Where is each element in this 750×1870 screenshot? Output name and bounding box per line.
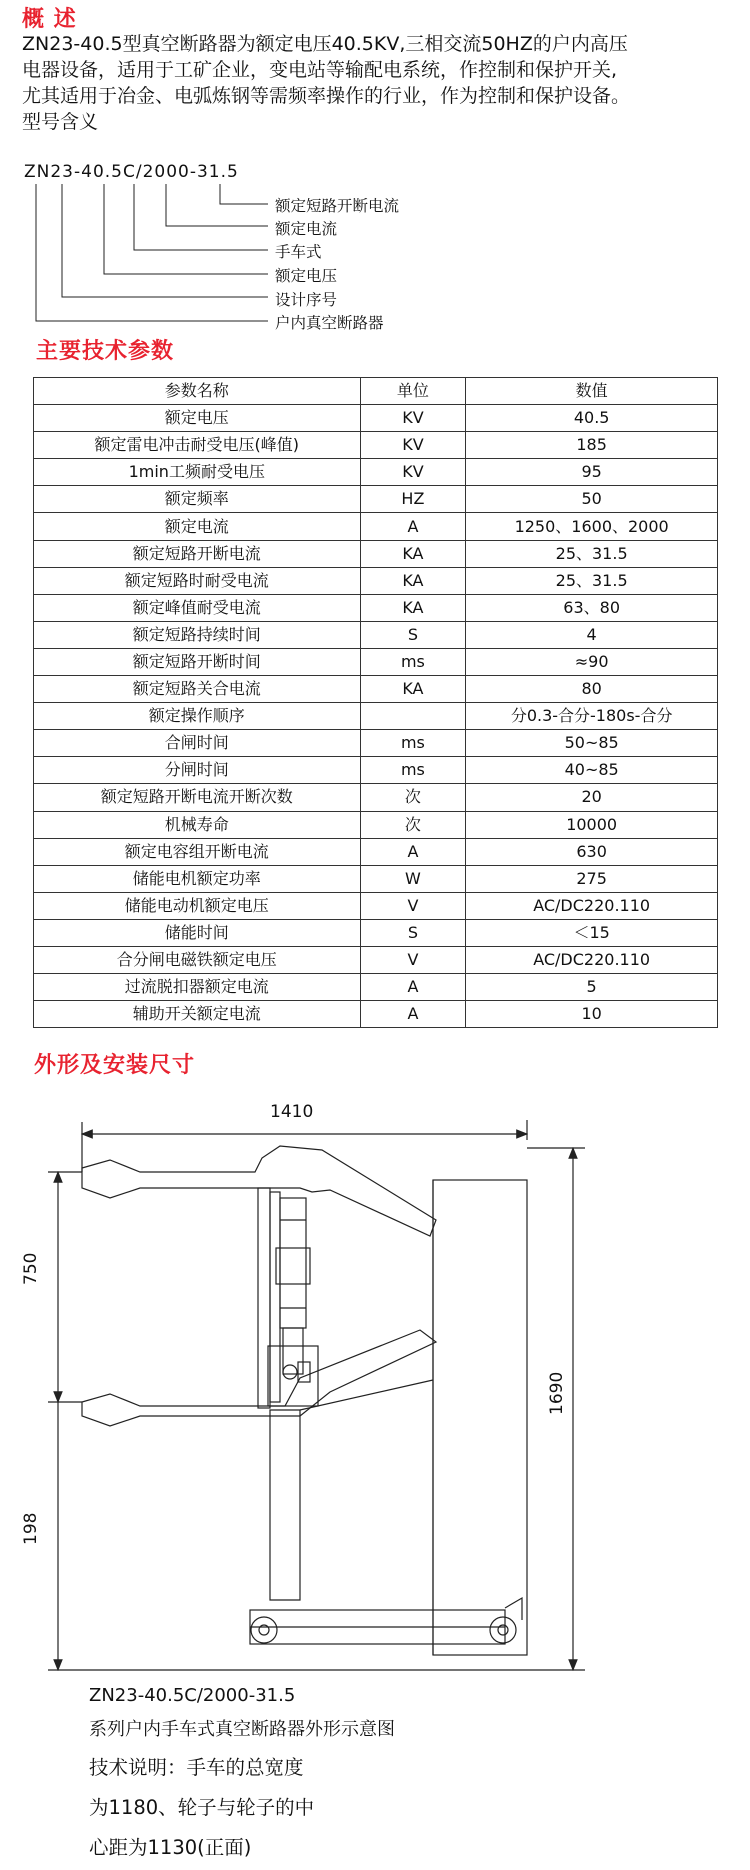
outline-drawing bbox=[0, 1080, 750, 1680]
overview-heading: 概 述 bbox=[22, 7, 77, 32]
unit-cell: V bbox=[360, 946, 466, 973]
param-name-cell: 额定短路关合电流 bbox=[34, 676, 361, 703]
param-name-cell: 额定电流 bbox=[34, 513, 361, 540]
technical-note: 心距为1130(正面) bbox=[89, 1836, 252, 1859]
legend-item: 手车式 bbox=[275, 243, 322, 261]
value-cell: 40~85 bbox=[466, 757, 718, 784]
value-cell: 50 bbox=[466, 486, 718, 513]
overview-line: 型号含义 bbox=[22, 111, 99, 133]
unit-cell: V bbox=[360, 892, 466, 919]
unit-cell: A bbox=[360, 513, 466, 540]
lower-height-label: 198 bbox=[21, 1512, 41, 1545]
value-cell: 275 bbox=[466, 865, 718, 892]
param-name-cell: 辅助开关额定电流 bbox=[34, 1001, 361, 1028]
unit-cell: KA bbox=[360, 594, 466, 621]
value-cell: ＜15 bbox=[466, 919, 718, 946]
table-row bbox=[34, 567, 718, 594]
legend-item: 设计序号 bbox=[275, 291, 338, 309]
unit-cell: S bbox=[360, 621, 466, 648]
unit-cell: A bbox=[360, 1001, 466, 1028]
unit-cell: KV bbox=[360, 459, 466, 486]
unit-cell: KA bbox=[360, 676, 466, 703]
table-row bbox=[34, 405, 718, 432]
value-cell: 25、31.5 bbox=[466, 567, 718, 594]
param-name-cell: 储能电机额定功率 bbox=[34, 865, 361, 892]
unit-cell: A bbox=[360, 974, 466, 1001]
param-name-cell: 额定频率 bbox=[34, 486, 361, 513]
param-name-cell: 额定短路开断电流开断次数 bbox=[34, 784, 361, 811]
table-row bbox=[34, 730, 718, 757]
value-cell: 分0.3-合分-180s-合分 bbox=[466, 703, 718, 730]
model-code-leader-lines bbox=[0, 0, 750, 340]
value-cell: AC/DC220.110 bbox=[466, 892, 718, 919]
tech-heading: 主要技术参数 bbox=[36, 339, 175, 364]
model-code: ZN23-40.5C/2000-31.5 bbox=[24, 162, 239, 182]
column-header: 参数名称 bbox=[34, 378, 361, 405]
table-row bbox=[34, 513, 718, 540]
param-name-cell: 合分闸电磁铁额定电压 bbox=[34, 946, 361, 973]
param-name-cell: 额定电容组开断电流 bbox=[34, 838, 361, 865]
technical-note: 技术说明：手车的总宽度 bbox=[89, 1756, 304, 1779]
param-name-cell: 额定短路时耐受电流 bbox=[34, 567, 361, 594]
table-row bbox=[34, 892, 718, 919]
value-cell: ≈90 bbox=[466, 648, 718, 675]
table-row bbox=[34, 432, 718, 459]
figure-caption-model: ZN23-40.5C/2000-31.5 bbox=[89, 1685, 296, 1706]
technical-note: 为1180、轮子与轮子的中 bbox=[89, 1796, 315, 1819]
table-row bbox=[34, 459, 718, 486]
param-name-cell: 额定雷电冲击耐受电压(峰值) bbox=[34, 432, 361, 459]
legend-item: 额定电流 bbox=[275, 220, 338, 238]
value-cell: 80 bbox=[466, 676, 718, 703]
unit-cell: ms bbox=[360, 757, 466, 784]
width-dimension-label: 1410 bbox=[270, 1102, 314, 1122]
value-cell: 4 bbox=[466, 621, 718, 648]
table-header-row bbox=[34, 378, 718, 405]
value-cell: 1250、1600、2000 bbox=[466, 513, 718, 540]
table-row bbox=[34, 919, 718, 946]
table-row bbox=[34, 757, 718, 784]
value-cell: 630 bbox=[466, 838, 718, 865]
param-name-cell: 合闸时间 bbox=[34, 730, 361, 757]
unit-cell bbox=[360, 703, 466, 730]
table-row bbox=[34, 621, 718, 648]
table-row bbox=[34, 784, 718, 811]
param-name-cell: 额定操作顺序 bbox=[34, 703, 361, 730]
unit-cell: S bbox=[360, 919, 466, 946]
overview-line: 电器设备，适用于工矿企业，变电站等输配电系统，作控制和保护开关, bbox=[22, 59, 618, 81]
value-cell: 95 bbox=[466, 459, 718, 486]
table-row bbox=[34, 676, 718, 703]
overview-line: ZN23-40.5型真空断路器为额定电压40.5KV,三相交流50HZ的户内高压 bbox=[22, 33, 628, 55]
param-name-cell: 储能电动机额定电压 bbox=[34, 892, 361, 919]
table-row bbox=[34, 811, 718, 838]
unit-cell: KV bbox=[360, 432, 466, 459]
param-name-cell: 额定短路开断电流 bbox=[34, 540, 361, 567]
table-row bbox=[34, 865, 718, 892]
figure-caption-title: 系列户内手车式真空断路器外形示意图 bbox=[89, 1719, 395, 1740]
table-row bbox=[34, 540, 718, 567]
value-cell: AC/DC220.110 bbox=[466, 946, 718, 973]
value-cell: 5 bbox=[466, 974, 718, 1001]
param-name-cell: 1min工频耐受电压 bbox=[34, 459, 361, 486]
value-cell: 10000 bbox=[466, 811, 718, 838]
param-name-cell: 机械寿命 bbox=[34, 811, 361, 838]
legend-item: 额定电压 bbox=[275, 267, 338, 285]
column-header: 单位 bbox=[360, 378, 466, 405]
unit-cell: 次 bbox=[360, 784, 466, 811]
value-cell: 63、80 bbox=[466, 594, 718, 621]
unit-cell: HZ bbox=[360, 486, 466, 513]
value-cell: 50~85 bbox=[466, 730, 718, 757]
value-cell: 20 bbox=[466, 784, 718, 811]
unit-cell: W bbox=[360, 865, 466, 892]
table-row bbox=[34, 648, 718, 675]
unit-cell: KA bbox=[360, 540, 466, 567]
param-name-cell: 过流脱扣器额定电流 bbox=[34, 974, 361, 1001]
param-name-cell: 额定峰值耐受电流 bbox=[34, 594, 361, 621]
legend-item: 户内真空断路器 bbox=[275, 314, 384, 332]
param-name-cell: 额定短路开断时间 bbox=[34, 648, 361, 675]
param-name-cell: 额定电压 bbox=[34, 405, 361, 432]
table-row bbox=[34, 946, 718, 973]
unit-cell: KV bbox=[360, 405, 466, 432]
param-name-cell: 额定短路持续时间 bbox=[34, 621, 361, 648]
param-name-cell: 分闸时间 bbox=[34, 757, 361, 784]
total-height-label: 1690 bbox=[547, 1371, 567, 1415]
value-cell: 10 bbox=[466, 1001, 718, 1028]
unit-cell: ms bbox=[360, 648, 466, 675]
dimensions-heading: 外形及安装尺寸 bbox=[34, 1053, 196, 1078]
value-cell: 40.5 bbox=[466, 405, 718, 432]
table-row bbox=[34, 594, 718, 621]
unit-cell: ms bbox=[360, 730, 466, 757]
value-cell: 25、31.5 bbox=[466, 540, 718, 567]
legend-item: 额定短路开断电流 bbox=[275, 197, 400, 215]
unit-cell: A bbox=[360, 838, 466, 865]
value-cell: 185 bbox=[466, 432, 718, 459]
table-row bbox=[34, 974, 718, 1001]
spec-table bbox=[33, 377, 718, 1028]
table-row bbox=[34, 486, 718, 513]
unit-cell: KA bbox=[360, 567, 466, 594]
table-row bbox=[34, 838, 718, 865]
table-row bbox=[34, 1001, 718, 1028]
table-row bbox=[34, 703, 718, 730]
column-header: 数值 bbox=[466, 378, 718, 405]
unit-cell: 次 bbox=[360, 811, 466, 838]
param-name-cell: 储能时间 bbox=[34, 919, 361, 946]
overview-line: 尤其适用于冶金、电弧炼钢等需频率操作的行业，作为控制和保护设备。 bbox=[22, 85, 631, 107]
upper-height-label: 750 bbox=[21, 1252, 41, 1285]
